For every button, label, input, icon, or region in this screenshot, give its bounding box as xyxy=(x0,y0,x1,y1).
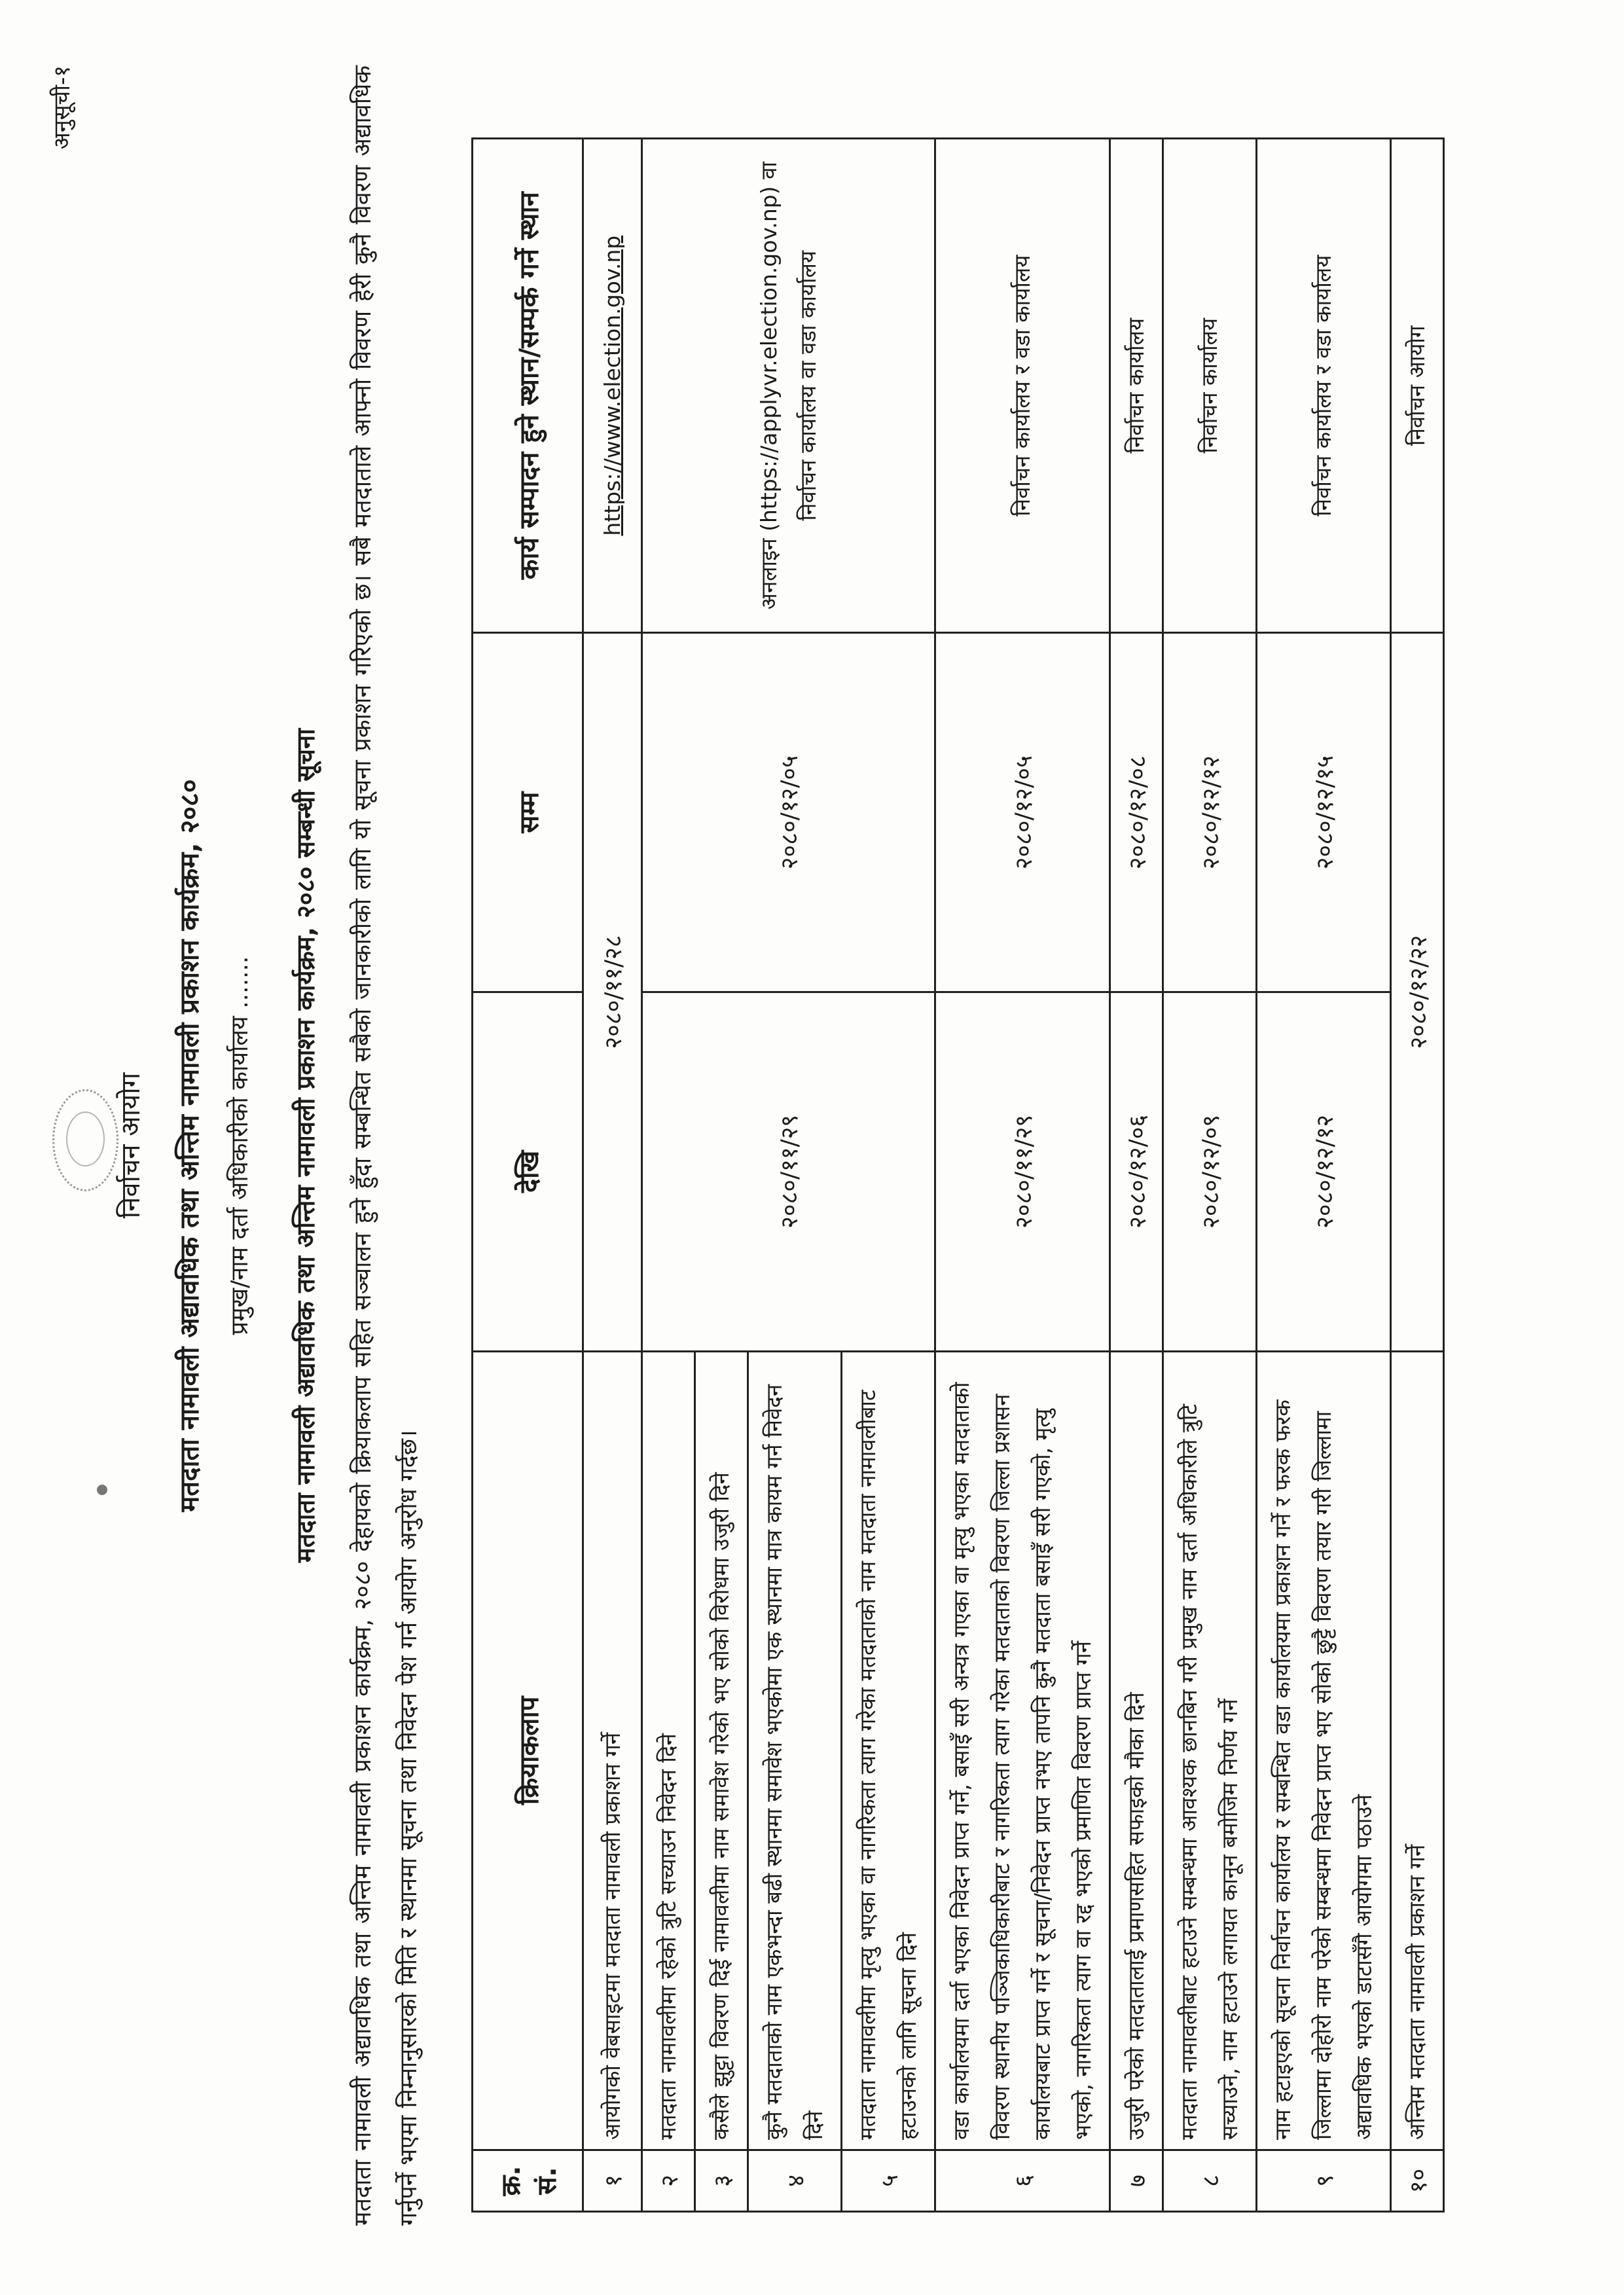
commission-seal-icon xyxy=(52,1089,118,1191)
row-sn: ३ xyxy=(695,2150,748,2211)
header-place: कार्य सम्पादन हुने स्थान/सम्पर्क गर्ने स्थान xyxy=(473,139,583,633)
row-sn: १ xyxy=(583,2150,642,2211)
table-row xyxy=(1391,139,1444,2212)
row-sn: १० xyxy=(1391,2150,1444,2211)
row-from: २०८०/११/२८ xyxy=(583,633,642,1351)
row-to: २०८०/१२/०५ xyxy=(935,633,1110,992)
table-row xyxy=(1110,139,1163,2212)
row-from: २०८०/१२/०९ xyxy=(1163,992,1257,1352)
table-row xyxy=(1257,139,1391,2212)
row-activity: उजुरी परेको मतदातालाई प्रमाणसहित सफाइको मौका दिने xyxy=(1110,1351,1163,2150)
row-sn: ८ xyxy=(1163,2150,1257,2211)
row-activity: मतदाता नामावलीमा मृत्यु भएका वा नागरिकता त्याग गरेका मतदाताको नाम मतदाता नामावलीबाट हटाउनको लागि सूचना दिने xyxy=(842,1351,935,2150)
row-sn: ६ xyxy=(935,2150,1110,2211)
row-activity: मतदाता नामावलीमा रहेको त्रुटि सच्याउन निवेदन दिने xyxy=(642,1351,695,2150)
row-from: २०८०/११/२९ xyxy=(642,992,935,1352)
header-to: सम्म xyxy=(473,633,583,992)
row-from: २०८०/१२/०६ xyxy=(1110,992,1163,1352)
row-activity: कुनै मतदाताको नाम एकभन्दा बढी स्थानमा समावेश भएकोमा एक स्थानमा मात्र कायम गर्न निवेदन दिने xyxy=(748,1351,842,2150)
row-activity: अन्तिम मतदाता नामावली प्रकाशन गर्ने xyxy=(1391,1351,1444,2150)
header-sn: क्र. सं. xyxy=(473,2150,583,2211)
intro-paragraph: मतदाता नामावली अद्यावधिक तथा अन्तिम नामावली प्रकाशन कार्यक्रम, २०८० देहायको क्रियाकलाप सहित सञ्चालन हुने हुँदा सम्बन्धित सबैको जानकारीको लागि यो सूचना प्रकाशन गरिएको छ। सबै मतदाताले आफ्नो विवरण हेरी कुनै विवरण अद्यावधिक गर्नुपर्ने भएमा निम्नानुसारको मिति र स्थानमा सूचना तथा निवेदन पेश गर्न आयोग अनुरोध गर्दछ। xyxy=(350,65,422,2226)
header-from: देखि xyxy=(473,992,583,1352)
table-row xyxy=(935,139,1110,2212)
row-to: २०८०/१२/२२ xyxy=(1391,633,1444,1351)
row-place: निर्वाचन कार्यालय xyxy=(1163,139,1257,633)
row-to: २०८०/१२/१२ xyxy=(1163,633,1257,992)
row-from: २०८०/१२/१२ xyxy=(1257,992,1391,1352)
row-activity: कसैले झुट्टा विवरण दिई नामावलीमा नाम समावेश गरेको भए सोको विरोधमा उजुरी दिने xyxy=(695,1351,748,2150)
row-activity: आयोगको वेबसाइटमा मतदाता नामावली प्रकाशन गर्ने xyxy=(583,1351,642,2150)
office-line: प्रमुख/नाम दर्ता अधिकारीको कार्यालय ....... xyxy=(226,956,253,1335)
row-place-link[interactable]: https://www.election.gov.np xyxy=(583,139,642,633)
row-to: २०८०/१२/०५ xyxy=(642,633,935,992)
header-activity: क्रियाकलाप xyxy=(473,1351,583,2150)
row-from: २०८०/११/२९ xyxy=(935,992,1110,1352)
row-place: निर्वाचन कार्यालय र वडा कार्यालय xyxy=(935,139,1110,633)
row-activity: वडा कार्यालयमा दर्ता भएका निवेदन प्राप्त गर्ने, बसाइँ सरी अन्यत्र गएका वा मृत्यु भएका मतदाताको विवरण स्थानीय पञ्जिकाधिकारीबाट र नागरिकता त्याग गरेका मतदाताको विवरण जिल्ला प्रशासन कार्यालयबाट प्राप्त गर्ने र सूचना/निवेदन प्राप्त नभए तापनि कुनै मतदाता बसाइँ सरी गएको, मृत्यु भएको, नागरिकता त्याग वा रद्द भएको प्रमाणित विवरण प्राप्त गर्ने xyxy=(935,1351,1110,2150)
row-activity: नाम हटाइएको सूचना निर्वाचन कार्यालय र सम्बन्धित वडा कार्यालयमा प्रकाशन गर्ने र फरक फरक जिल्लामा दोहोरो नाम परेको सम्बन्धमा निवेदन प्राप्त भए सोको छुट्टै विवरण तयार गरी जिल्लामा अद्यावधिक भएको डाटासँगै आयोगमा पठाउने xyxy=(1257,1351,1391,2150)
organization-name: निर्वाचन आयोग xyxy=(116,1072,146,1219)
table-row xyxy=(583,139,642,2212)
row-place: निर्वाचन आयोग xyxy=(1391,139,1444,633)
rotated-notice-sheet xyxy=(39,39,1584,2252)
table-header-row xyxy=(473,139,583,2212)
row-sn: ५ xyxy=(842,2150,935,2211)
row-sn: ७ xyxy=(1110,2150,1163,2211)
row-activity: मतदाता नामावलीबाट हटाउने सम्बन्धमा आवश्यक छानबिन गरी प्रमुख नाम दर्ता अधिकारीले त्रुटि सच्याउने, नाम हटाउने लगायत कानून बमोजिम निर्णय गर्ने xyxy=(1163,1351,1257,2150)
row-sn: ९ xyxy=(1257,2150,1391,2211)
row-to: २०८०/१२/०८ xyxy=(1110,633,1163,992)
row-to: २०८०/१२/१५ xyxy=(1257,633,1391,992)
annex-label: अनुसूची-१ xyxy=(49,65,75,150)
row-place: निर्वाचन कार्यालय xyxy=(1110,139,1163,633)
row-place: अनलाइन (https://applyvr.election.gov.np) वा निर्वाचन कार्यालय वा वडा कार्यालय xyxy=(642,139,935,633)
notice-title: मतदाता नामावली अद्यावधिक तथा अन्तिम नामावली प्रकाशन कार्यक्रम, २०८० सम्बन्धी सूचना xyxy=(291,729,320,1563)
table-row xyxy=(1163,139,1257,2212)
schedule-table xyxy=(471,137,1445,2213)
row-sn: ४ xyxy=(748,2150,842,2211)
table-row xyxy=(642,139,695,2212)
row-place: निर्वाचन कार्यालय र वडा कार्यालय xyxy=(1257,139,1391,633)
program-title: मतदाता नामावली अद्यावधिक तथा अन्तिम नामावली प्रकाशन कार्यक्रम, २०८० xyxy=(175,779,205,1512)
row-sn: २ xyxy=(642,2150,695,2211)
